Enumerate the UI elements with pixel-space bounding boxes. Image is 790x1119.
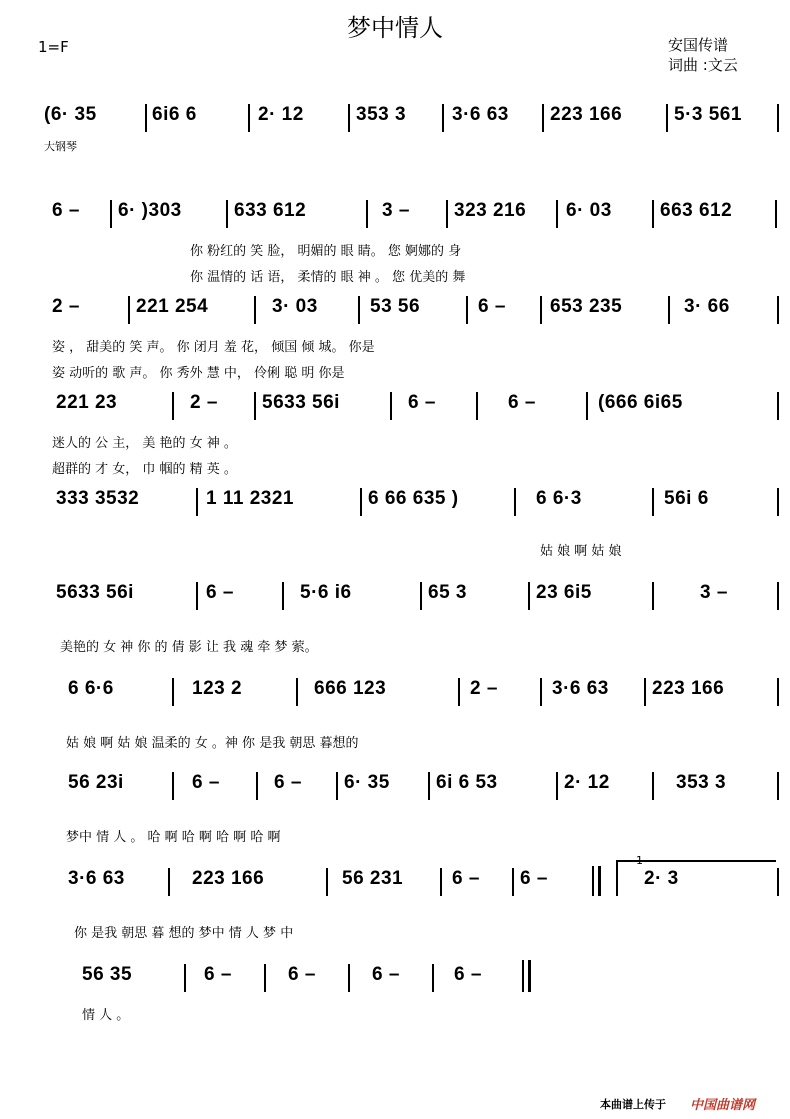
upload-credit: 本曲谱上传于 xyxy=(600,1098,666,1111)
barline xyxy=(775,200,777,228)
measure: 1 11 2321 xyxy=(206,488,294,509)
measure: 6i 6 53 xyxy=(436,772,498,793)
measure: 6 – xyxy=(192,772,220,793)
barline xyxy=(145,104,147,132)
measure: 3· 03 xyxy=(272,296,318,317)
measure: 2· 12 xyxy=(258,104,304,125)
barline xyxy=(128,296,130,324)
lyric-line: 你 是我 朝思 暮 想的 梦中 情 人 梦 中 xyxy=(74,926,294,941)
measure: 353 3 xyxy=(356,104,407,125)
measure: 2 – xyxy=(470,678,498,699)
barline xyxy=(390,392,392,420)
lyric-line: 迷人的 公 主， 美 艳的 女 神 。 xyxy=(52,436,237,451)
lyric-line: 姿 ， 甜美的 笑 声。 你 闭月 羞 花， 倾国 倾 城。 你是 xyxy=(52,340,375,355)
measure: 221 254 xyxy=(136,296,209,317)
barline xyxy=(512,868,514,896)
measure: (666 6i65 xyxy=(598,392,683,413)
barline xyxy=(668,296,670,324)
measure: 653 235 xyxy=(550,296,623,317)
instrument-label: 大钢琴 xyxy=(44,140,77,153)
measure: 6 – xyxy=(204,964,232,985)
barline xyxy=(666,104,668,132)
measure: 3 – xyxy=(382,200,410,221)
barline xyxy=(556,772,558,800)
barline xyxy=(652,582,654,610)
measure: 223 166 xyxy=(652,678,725,699)
measure: 6 – xyxy=(508,392,536,413)
measure: 56 35 xyxy=(82,964,133,985)
barline xyxy=(514,488,516,516)
measure: 65 3 xyxy=(428,582,467,603)
lyric-line: 梦中 情 人 。 哈 啊 哈 啊 哈 啊 哈 啊 xyxy=(66,830,281,845)
barline xyxy=(254,392,256,420)
measure: 3·6 63 xyxy=(452,104,509,125)
measure: 56 231 xyxy=(342,868,404,889)
barline xyxy=(440,868,442,896)
barline xyxy=(586,392,588,420)
barline xyxy=(540,296,542,324)
measure: 5·6 i6 xyxy=(300,582,352,603)
barline xyxy=(777,296,779,324)
measure: 663 612 xyxy=(660,200,733,221)
measure: 6 – xyxy=(288,964,316,985)
barline xyxy=(172,678,174,706)
repeat-end-barline xyxy=(592,866,594,896)
measure: 223 166 xyxy=(192,868,265,889)
barline xyxy=(458,678,460,706)
barline xyxy=(777,678,779,706)
measure: 6· 03 xyxy=(566,200,612,221)
repeat-end-barline-thick xyxy=(598,866,601,896)
measure: 3 – xyxy=(700,582,728,603)
barline xyxy=(442,104,444,132)
measure: 6 – xyxy=(372,964,400,985)
barline xyxy=(110,200,112,228)
barline xyxy=(777,582,779,610)
barline xyxy=(777,488,779,516)
key-signature: 1=F xyxy=(38,38,69,56)
barline xyxy=(446,200,448,228)
measure: 6 – xyxy=(274,772,302,793)
barline xyxy=(428,772,430,800)
lyricist-composer-credit: 词曲 :文云 xyxy=(668,56,738,74)
volta-bracket-side xyxy=(616,860,618,896)
barline xyxy=(264,964,266,992)
measure: 633 612 xyxy=(234,200,307,221)
barline xyxy=(652,772,654,800)
measure: 56i 6 xyxy=(664,488,709,509)
measure: 6 6·6 xyxy=(68,678,114,699)
measure: 333 3532 xyxy=(56,488,140,509)
barline xyxy=(248,104,250,132)
measure: 2 – xyxy=(52,296,80,317)
barline xyxy=(556,200,558,228)
measure: 53 56 xyxy=(370,296,421,317)
measure: 3· 66 xyxy=(684,296,730,317)
measure: 6 – xyxy=(52,200,80,221)
measure: 2· 12 xyxy=(564,772,610,793)
measure: 2· 3 xyxy=(644,868,679,889)
barline xyxy=(360,488,362,516)
barline xyxy=(326,868,328,896)
barline xyxy=(172,392,174,420)
barline xyxy=(184,964,186,992)
volta-number: 1 xyxy=(636,854,643,867)
measure: 221 23 xyxy=(56,392,118,413)
measure: 6i6 6 xyxy=(152,104,197,125)
barline xyxy=(644,678,646,706)
measure: 6 – xyxy=(520,868,548,889)
measure: 23 6i5 xyxy=(536,582,592,603)
measure: 353 3 xyxy=(676,772,727,793)
measure: 6· )303 xyxy=(118,200,182,221)
measure: 56 23i xyxy=(68,772,124,793)
measure: 223 166 xyxy=(550,104,623,125)
lyric-line: 姿 动听的 歌 声。 你 秀外 慧 中， 伶俐 聪 明 你是 xyxy=(52,366,345,381)
barline xyxy=(540,678,542,706)
measure: 6 – xyxy=(452,868,480,889)
measure: 5633 56i xyxy=(262,392,340,413)
song-title: 梦中情人 xyxy=(347,14,443,42)
barline xyxy=(777,104,779,132)
lyric-line: 你 粉红的 笑 脸， 明媚的 眼 睛。 您 婀娜的 身 xyxy=(190,244,462,259)
barline xyxy=(542,104,544,132)
barline xyxy=(348,104,350,132)
barline xyxy=(348,964,350,992)
barline xyxy=(777,868,779,896)
barline xyxy=(196,488,198,516)
barline xyxy=(652,488,654,516)
final-barline-thick xyxy=(528,960,531,992)
lyric-line: 你 温情的 话 语， 柔情的 眼 神 。 您 优美的 舞 xyxy=(190,270,466,285)
barline xyxy=(358,296,360,324)
barline xyxy=(777,392,779,420)
barline xyxy=(296,678,298,706)
barline xyxy=(366,200,368,228)
measure: 6 66 635 ) xyxy=(368,488,459,509)
lyric-line: 超群的 才 女， 巾 帼的 精 英 。 xyxy=(52,462,237,477)
measure: 3·6 63 xyxy=(68,868,125,889)
barline xyxy=(652,200,654,228)
measure: 6· 35 xyxy=(344,772,390,793)
measure: 6 – xyxy=(408,392,436,413)
barline xyxy=(282,582,284,610)
barline xyxy=(528,582,530,610)
barline xyxy=(226,200,228,228)
measure: 3·6 63 xyxy=(552,678,609,699)
measure: 5·3 561 xyxy=(674,104,742,125)
barline xyxy=(432,964,434,992)
barline xyxy=(420,582,422,610)
source-credit: 安国传谱 xyxy=(668,36,729,54)
measure: 323 216 xyxy=(454,200,527,221)
measure: 6 – xyxy=(206,582,234,603)
final-barline xyxy=(522,960,524,992)
barline xyxy=(336,772,338,800)
lyric-line: 情 人 。 xyxy=(82,1008,130,1023)
barline xyxy=(466,296,468,324)
measure: 6 6·3 xyxy=(536,488,582,509)
measure: (6· 35 xyxy=(44,104,97,125)
measure: 6 – xyxy=(454,964,482,985)
barline xyxy=(168,868,170,896)
barline xyxy=(254,296,256,324)
lyric-line: 美艳的 女 神 你 的 倩 影 让 我 魂 牵 梦 萦。 xyxy=(60,640,318,655)
barline xyxy=(196,582,198,610)
barline xyxy=(777,772,779,800)
lyric-line: 姑 娘 啊 姑 娘 温柔的 女 。神 你 是我 朝思 暮想的 xyxy=(66,736,359,751)
measure: 5633 56i xyxy=(56,582,134,603)
barline xyxy=(476,392,478,420)
measure: 123 2 xyxy=(192,678,243,699)
measure: 6 – xyxy=(478,296,506,317)
measure: 2 – xyxy=(190,392,218,413)
measure: 666 123 xyxy=(314,678,387,699)
barline xyxy=(256,772,258,800)
site-logo: 中国曲谱网 xyxy=(690,1098,756,1113)
barline xyxy=(172,772,174,800)
lyric-line: 姑 娘 啊 姑 娘 xyxy=(540,544,622,559)
